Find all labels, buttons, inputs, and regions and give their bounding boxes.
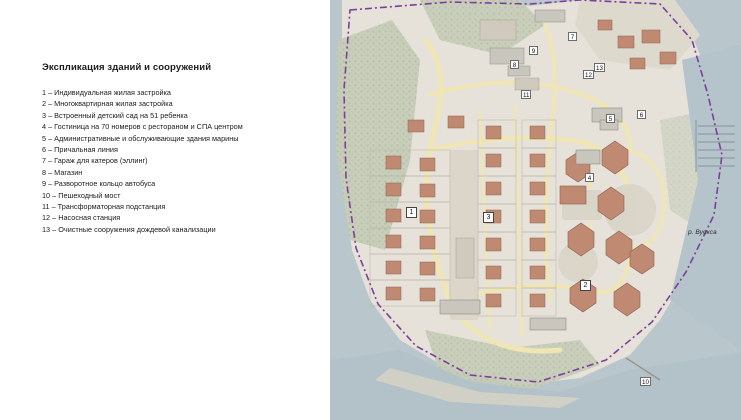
legend-item: 3 – Встроенный детский сад на 51 ребенка xyxy=(42,110,188,120)
legend-list xyxy=(42,87,312,235)
map-marker-4[interactable]: 4 xyxy=(585,173,594,182)
site-plan-map[interactable] xyxy=(330,0,741,420)
map-marker-7[interactable]: 7 xyxy=(568,32,577,41)
map-marker-10[interactable]: 10 xyxy=(642,379,649,386)
river-label: р. Вуокса xyxy=(688,229,717,236)
legend-item: 13 – Очистные сооружения дождевой канализации xyxy=(42,224,216,234)
map-marker-13[interactable]: 13 xyxy=(596,65,603,72)
map-marker-8[interactable]: 8 xyxy=(510,60,519,69)
legend-item: 8 – Магазин xyxy=(42,167,83,177)
legend-item: 10 – Пешеходный мост xyxy=(42,190,121,200)
legend-item: 6 – Причальная линия xyxy=(42,145,118,155)
map-marker-5[interactable]: 5 xyxy=(606,114,615,123)
map-marker-1[interactable]: 1 xyxy=(406,207,417,218)
legend-title: Экспликация зданий и сооружений xyxy=(42,62,212,73)
legend-item: 1 – Индивидуальная жилая застройка xyxy=(42,88,171,97)
map-marker-3[interactable]: 3 xyxy=(483,212,494,223)
legend-item: 7 – Гараж для катеров (эллинг) xyxy=(42,156,148,166)
map-marker-2[interactable]: 2 xyxy=(580,280,591,291)
map-marker-11[interactable]: 11 xyxy=(523,92,530,99)
map-marker-12[interactable]: 12 xyxy=(585,72,592,79)
legend-item: 4 – Гостиница на 70 номеров с рестораном и СПА центром xyxy=(42,122,243,132)
map-marker-6[interactable]: 6 xyxy=(637,110,646,119)
map-marker-9[interactable]: 9 xyxy=(529,46,538,55)
legend-item: 5 – Административные и обслуживающие здания марины xyxy=(42,133,239,143)
legend-item: 11 – Трансформаторная подстанция xyxy=(42,202,166,212)
legend-item: 9 – Разворотное кольцо автобуса xyxy=(42,179,156,189)
legend-panel xyxy=(42,62,312,235)
legend-item: 2 – Многоквартирная жилая застройка xyxy=(42,99,173,109)
legend-item: 12 – Насосная станция xyxy=(42,213,121,223)
